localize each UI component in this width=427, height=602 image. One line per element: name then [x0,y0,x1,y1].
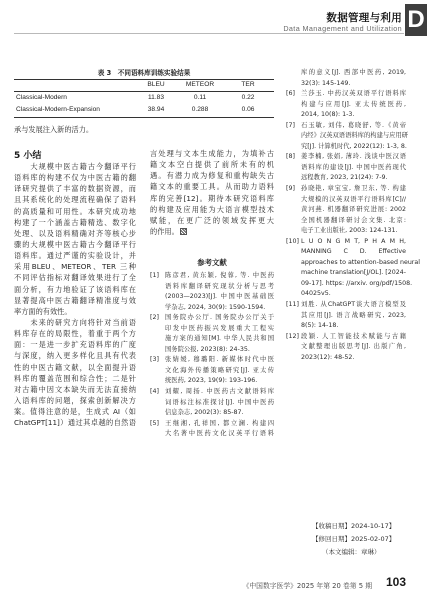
section-logo: D [405,4,427,36]
qr-code-icon [180,228,187,235]
table-cell: 0.288 [191,106,209,113]
reference-number: [4] [150,388,159,396]
table-cell: Classical-Modern-Expansion [16,106,100,113]
table-row [14,106,274,116]
table-cell: 0.11 [193,94,207,101]
header-rule [14,33,404,34]
reference-number: [3] [150,356,159,364]
table-cell: 11.83 [147,94,164,101]
reference-number: [6] [286,90,295,98]
table-cell: Classical-Modern [16,94,67,101]
table-cell: 0.06 [241,106,255,113]
reference-item: [12] 段颖. 人工智能技术赋能与古籍 文献整理出版思考[J]. 出版广角, 2023(12): 48-52. [286,332,406,361]
reference-number: [11] [286,301,299,309]
section-heading: 5 小结 [14,151,42,161]
reference-item: 库的意义[J]. 西部中医药, 2019, 32(3): 145-149. [301,69,406,87]
middle-text: 言处理与文本生成能力，为填补古 籍文本空白提供了前所未有的机 遇。有潜力成为修复和重构缺失古 籍文本的重要工具。从而助力语料 库的完善[12]。期待本研究语料库 的构建及应用能为大语言模型技术 赋能，在更广泛的领域发挥更大 的作用。 [150,149,274,236]
table-top-rule [14,79,274,80]
reference-item: [3] 张婧媛, 穆璐阳. 新媒体时代中医 文化海外传播策略研究[J]. 亚太传 统医药, 2023, 19(9): 193-196. [150,356,274,385]
page-number: 103 [385,575,406,589]
reference-item: [11] 刘胜. 从ChatGPT谈大语言模型及 其应用[J]. 语言战略研究, 2023, 8(5): 14-18. [286,301,406,330]
reference-item: [6] 兰莎玉. 中药汉英双语平行语料库 构建与应用[J]. 亚太传统医药, 2014, 10(8): 1-3. [286,90,406,119]
table-bottom-rule [14,117,274,118]
reference-item: [5] 王继湘, 孔祥国, 都立澜. 构建四 大名著中医药文化汉英平行语料 [150,419,274,438]
table-header-cell: METEOR [185,81,215,88]
table-header-row [14,81,274,91]
reference-number: [8] [286,153,295,161]
intro-line: 承与发展注入新的活力。 [14,125,94,134]
table-header-cell: BLEU [147,81,165,88]
table-cell: 0.22 [241,94,255,101]
editor-note: （本文编辑：章琳） [322,548,381,556]
reference-number: [12] [286,332,299,340]
references-list-middle [150,271,274,440]
revised-date: 【修回日期】2025-02-07】 [312,535,396,543]
reference-item: [7] 石玉敏, 刘伟, 葛晓舒, 等.《黄帝 内经》汉英双语语料库的构建与应用研 究[J]. 计算机时代, 2022(12): 1-3, 8. [286,121,409,150]
table-header-rule [14,91,274,92]
reference-number: [1] [150,272,159,279]
reference-number: [5] [150,419,159,427]
reference-number: [2] [150,314,159,322]
references-list-right [286,68,421,363]
table-row [14,94,274,104]
journal-section-title: 数据管理与利用 [326,12,402,24]
reference-number: [10] [286,237,299,245]
received-date: 【收稿日期】2024-10-17】 [312,522,396,530]
reference-item: [8] 姜李楠, 张娟, 薄玲. 浅谈中医汉语 语料库的建设[J]. 中国中医药现代 远程教育, 2023, 21(24): 7-9. [286,153,406,182]
reference-item: [2] 国务院办公厅. 国务院办公厅关于 印发中医药振兴发展重大工程实 施方案的通知[M]. 中华人民共和国 国务院公报, 2023(8): 24-35. [150,314,274,353]
reference-item: [10] L U O N G M T, P H A M H, MANNING C D. Effective approaches to attention-based neural machine translation[J/OL]. [2024- 09-17]. https: //arxiv. org/pdf/1508. 04025v5. [286,237,421,298]
reference-item: [9] 孙晓艳, 章宝宝, 詹卫东, 等. 构建 大规模的汉英双语平行语料库[C]// 黄河燕. 机器翻译研究进展: 2002 全国机器翻译研讨会文集. 北京: 电子工业出版社, 2003: 124-131. [286,185,406,235]
journal-section-subtitle: Data Management and Utilization [283,24,402,33]
reference-item: [4] 刘耀, 周扬. 中医药古文献语料库 词语标注标准探讨[J]. 中国中医药 信息杂志, 2002(3): 85-87. [150,388,274,417]
reference-number: [7] [286,121,295,129]
table-header-cell: TER [241,81,255,88]
references-heading: 参考文献 [197,258,227,267]
journal-citation: 《中国数字医学》2025 年第 20 卷第 5 期 [242,582,372,590]
reference-item: [1] 陈彦君, 黄东颖, 倪蓉, 等. 中医药 语料库翻译研究现状分析与思考 (2003—2023)[J]. 中国中医基础医 学杂志, 2024, 30(9): 1590-1594. [150,272,274,311]
table-cell: 38.94 [147,106,165,113]
table-caption: 表 3 不同语料库训练实验结果 [97,69,191,77]
conclusion-text: 大规模中医古籍古今翻译平行 语料库的构建不仅为中医古籍的翻 译研究提供了丰富的数据资源，而 且其系统化的处理流程确保了语料 的高质量和可用性。本研究成功地 构建了一个涵盖古籍精选、数字化 处理、以及语料精确对齐等核心步 骤的大规模中医古籍古今翻译平行 语料库。通过严谨的实验设计，并 采用BLEU、METEOR、TER 三种 不同评估指标对翻译效果进行了全 面分析，有力地验证了该语料库在 显著提高中医古籍翻译精准度与效 率方面的有效性。 未来的研究方向将针对当前语 料库存在的局限性，着重于两个方 面：一是进一步扩充语料库的广度 与深度，纳入更多样化且具有代表 性的中医古籍文献，以全面提升语 料库的覆盖范围和综合性；二是针 对古籍中因文本缺失而无法直接纳 入语料库的问题，探索创新解决方 案。值得注意的是，生成式 AI（如 ChatGPT[11]）通过其卓越的自然语 [14,162,136,428]
reference-number: [9] [286,185,295,193]
